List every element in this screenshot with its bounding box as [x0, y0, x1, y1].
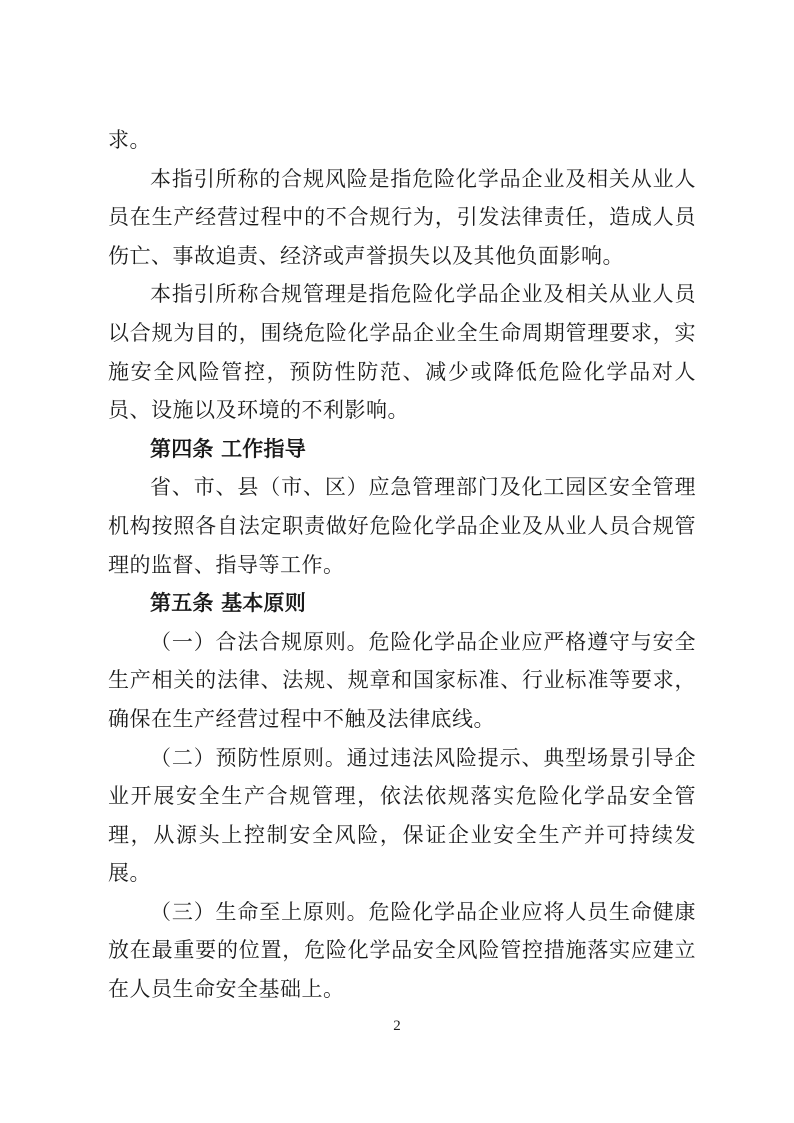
document-body: [108, 121, 696, 1009]
paragraph-compliance-risk-definition: 本指引所称的合规风险是指危险化学品企业及相关从业人员在生产经营过程中的不合规行为，引发法律责任，造成人员伤亡、事故追责、经济或声誉损失以及其他负面影响。: [108, 166, 696, 268]
paragraph-principle-3: （三）生命至上原则。危险化学品企业应将人员生命健康放在最重要的位置，危险化学品安全风险管控措施落实应建立在人员生命安全基础上。: [108, 899, 696, 1002]
article-4-heading: 第四条 工作指导: [150, 436, 306, 461]
page-number: 2: [393, 1018, 401, 1034]
paragraph-principle-1: （一）合法合规原则。危险化学品企业应严格遵守与安全生产相关的法律、法规、规章和国家标准、行业标准等要求，确保在生产经营过程中不触及法律底线。: [108, 629, 696, 731]
paragraph-principle-2: （二）预防性原则。通过违法风险提示、典型场景引导企业开展安全生产合规管理，依法依规落实危险化学品安全管理，从源头上控制安全风险，保证企业安全生产并可持续发展。: [108, 745, 696, 886]
paragraph-work-guidance: 省、市、县（市、区）应急管理部门及化工园区安全管理机构按照各自法定职责做好危险化学品企业及从业人员合规管理的监督、指导等工作。: [108, 475, 696, 577]
article-5-heading: 第五条 基本原则: [150, 591, 306, 616]
paragraph-compliance-management-definition: 本指引所称合规管理是指危险化学品企业及相关从业人员以合规为目的，围绕危险化学品企业全生命周期管理要求，实施安全风险管控，预防性防范、减少或降低危险化学品对人员、设施以及环境的不利影响。: [108, 282, 696, 423]
paragraph-continuation: 求。: [108, 128, 151, 152]
